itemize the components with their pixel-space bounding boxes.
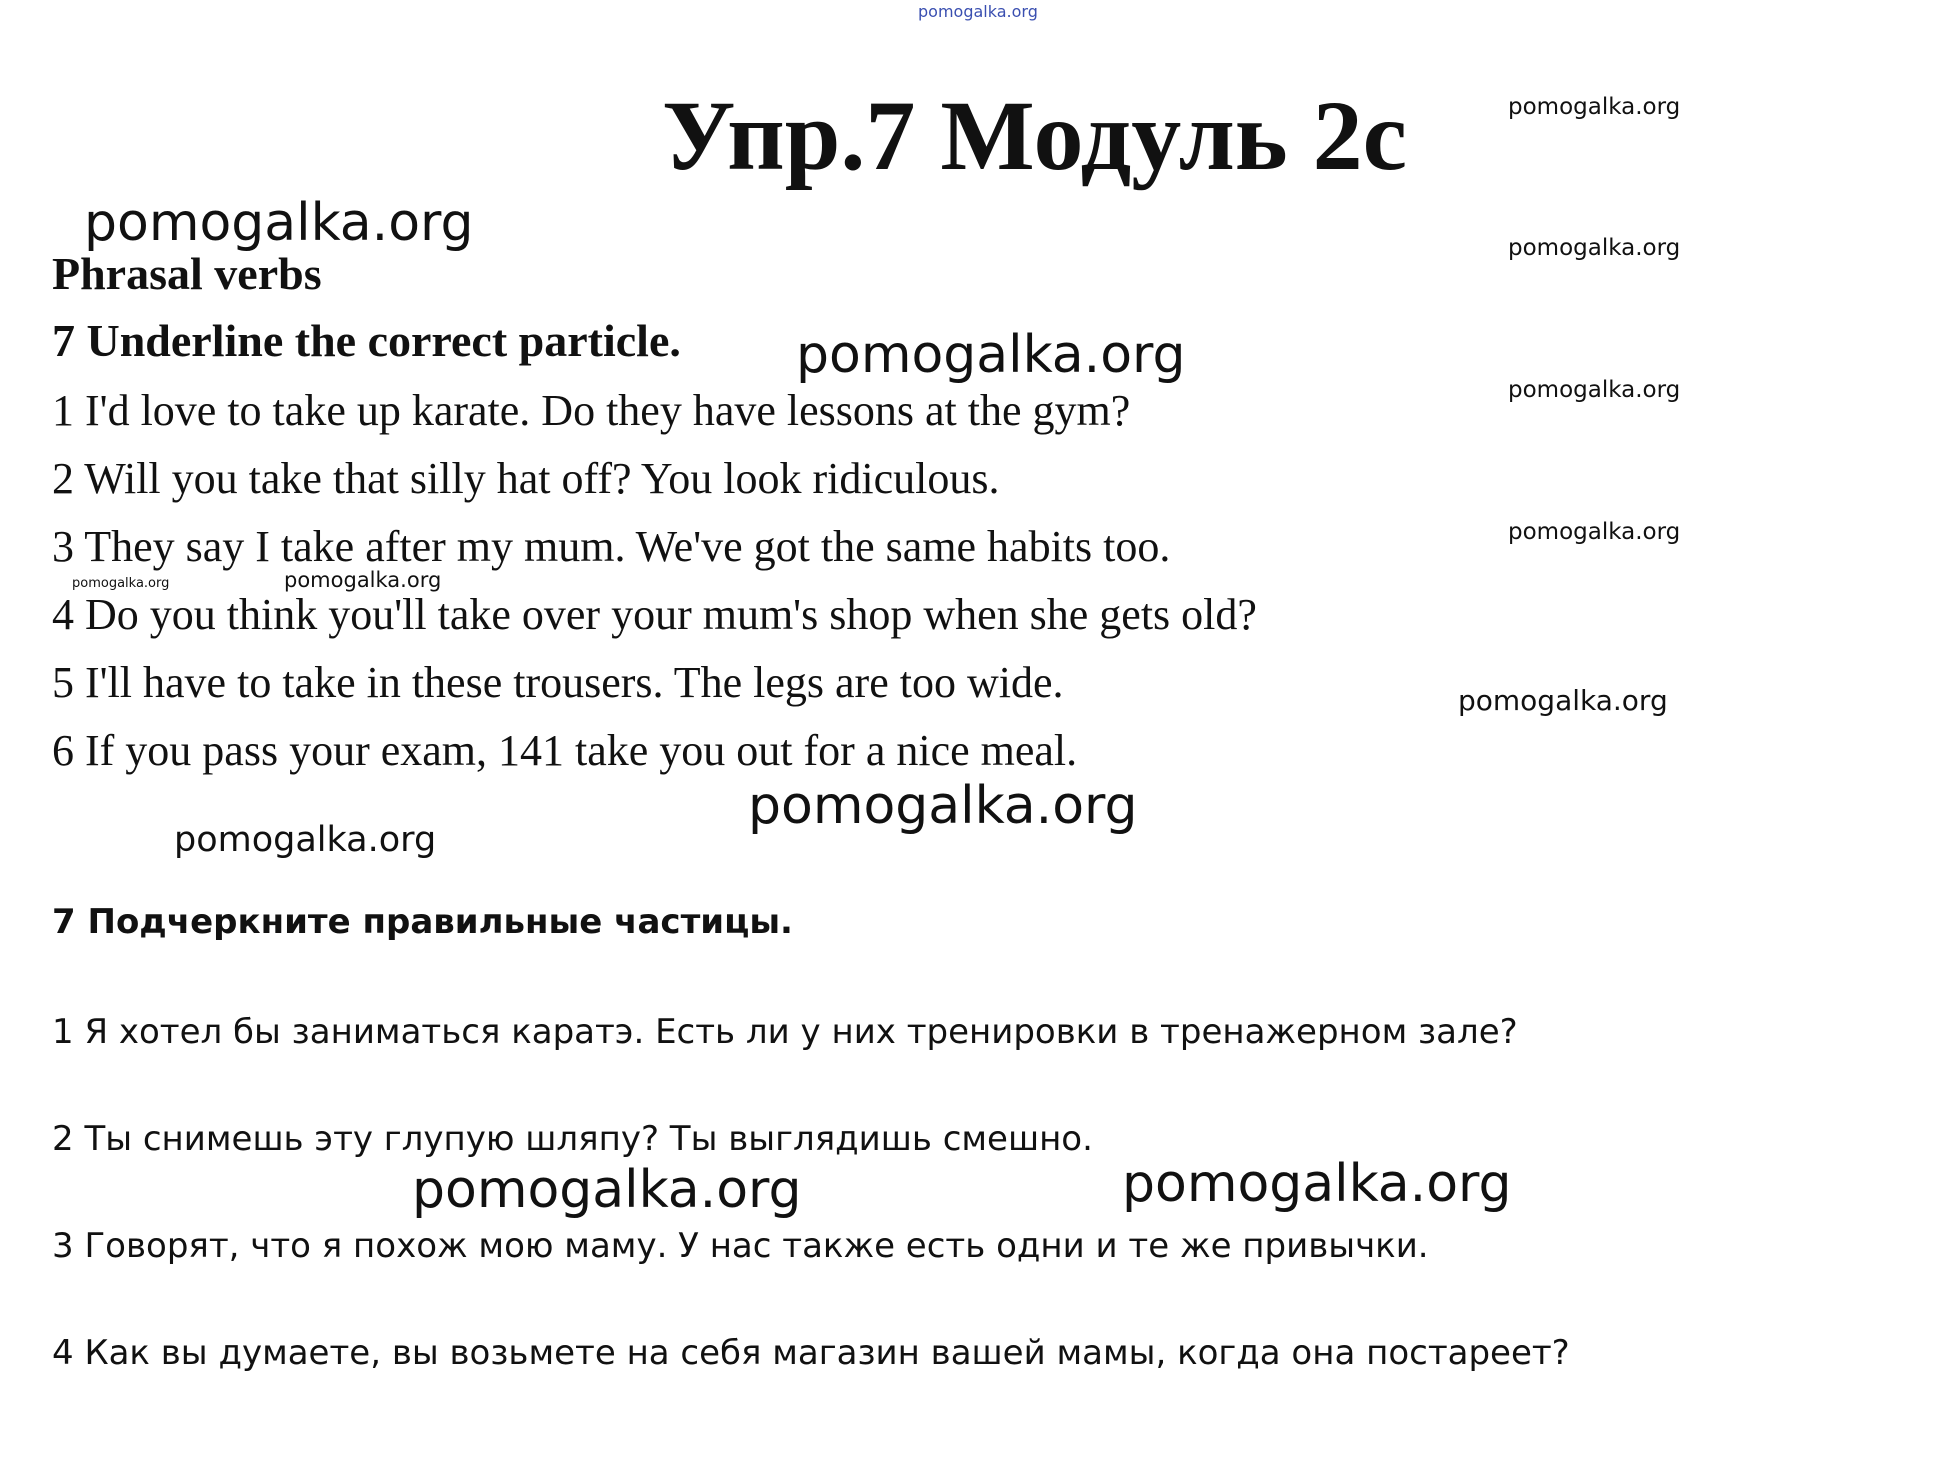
russian-sentence: 2 Ты снимешь эту глупую шляпу? Ты выглядишь смешно. — [52, 1119, 1093, 1159]
watermark: pomogalka.org — [1458, 684, 1668, 717]
watermark: pomogalka.org — [72, 576, 170, 591]
english-sentence: 3 They say I take after my mum. We've got the same habits too. — [52, 522, 1171, 571]
english-sentence: 6 If you pass your exam, 141 take you out for a nice meal. — [52, 726, 1078, 775]
watermark: pomogalka.org — [796, 325, 1186, 385]
watermark: pomogalka.org — [412, 1160, 802, 1220]
section-heading: Phrasal verbs — [52, 248, 322, 299]
watermark: pomogalka.org — [174, 820, 437, 860]
russian-sentence: 1 Я хотел бы заниматься каратэ. Есть ли у них тренировки в тренажерном зале? — [52, 1012, 1518, 1052]
english-sentence: 2 Will you take that silly hat off? You look ridiculous. — [52, 454, 1000, 503]
watermark: pomogalka.org — [1122, 1154, 1512, 1214]
task-heading-russian: 7 Подчеркните правильные частицы. — [52, 902, 793, 942]
watermark: pomogalka.org — [748, 776, 1138, 836]
english-sentence: 5 I'll have to take in these trousers. The legs are too wide. — [52, 658, 1064, 707]
watermark: pomogalka.org — [1508, 235, 1681, 261]
watermark: pomogalka.org — [284, 568, 442, 592]
watermark: pomogalka.org — [1508, 519, 1681, 545]
page-title: Упр.7 Модуль 2c — [662, 80, 1408, 191]
russian-sentence: 3 Говорят, что я похож мою маму. У нас также есть одни и те же привычки. — [52, 1226, 1429, 1266]
watermark: pomogalka.org — [84, 193, 474, 253]
russian-sentence: 4 Как вы думаете, вы возьмете на себя магазин вашей мамы, когда она постареет? — [52, 1333, 1570, 1373]
watermark: pomogalka.org — [1508, 94, 1681, 120]
task-heading-english: 7 Underline the correct particle. — [52, 315, 681, 366]
watermark: pomogalka.org — [1508, 377, 1681, 403]
english-sentence: 4 Do you think you'll take over your mum's shop when she gets old? — [52, 590, 1257, 639]
english-sentence: 1 I'd love to take up karate. Do they have lessons at the gym? — [52, 386, 1131, 435]
top-watermark-link[interactable]: pomogalka.org — [918, 2, 1038, 21]
